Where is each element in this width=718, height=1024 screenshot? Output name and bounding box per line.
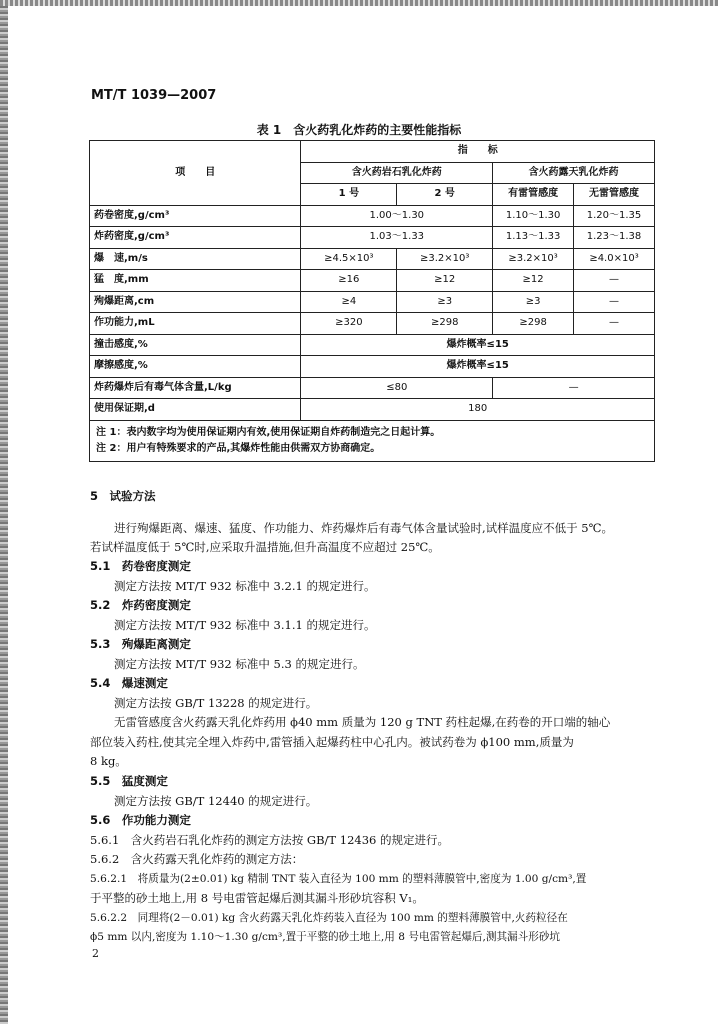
paragraph: 5.6.2.1 将质量为(2±0.01) kg 精制 TNT 装入直径为 100 mm 的塑料薄膜管中,密度为 1.00 g/cm³,置 bbox=[90, 873, 587, 885]
table-row bbox=[90, 334, 655, 356]
section-5-4-title: 5.4 爆速测定 bbox=[90, 676, 168, 690]
paragraph: 5.6.2 含火药露天乳化炸药的测定方法： bbox=[90, 852, 304, 866]
cell: ≥3.2×10³ bbox=[397, 248, 493, 270]
table-notes-row bbox=[90, 420, 655, 461]
header-item: 项 目 bbox=[90, 141, 301, 206]
cell: ≤80 bbox=[301, 377, 493, 399]
header-indicator: 指 标 bbox=[301, 141, 655, 163]
table-row bbox=[90, 270, 655, 292]
row-label: 炸药爆炸后有毒气体含量,L/kg bbox=[90, 377, 301, 399]
note-2: 注 2：用户有特殊要求的产品,其爆炸性能由供需双方协商确定。 bbox=[96, 442, 381, 454]
row-label: 撞击感度,% bbox=[90, 334, 301, 356]
table-row bbox=[90, 291, 655, 313]
row-label: 作功能力,mL bbox=[90, 313, 301, 335]
paragraph: 测定方法按 MT/T 932 标准中 3.1.1 的规定进行。 bbox=[114, 618, 376, 632]
cell: 180 bbox=[301, 399, 655, 421]
header-col3: 有雷管感度 bbox=[493, 184, 574, 206]
standard-code: MT/T 1039—2007 bbox=[91, 88, 217, 103]
cell: ≥320 bbox=[301, 313, 397, 335]
cell: ≥4.5×10³ bbox=[301, 248, 397, 270]
table-title: 表 1 含火药乳化炸药的主要性能指标 bbox=[256, 123, 462, 137]
cell: 1.13～1.33 bbox=[493, 227, 574, 249]
table-notes bbox=[90, 420, 655, 461]
cell: 1.10～1.30 bbox=[493, 205, 574, 227]
section-5-1-title: 5.1 药卷密度测定 bbox=[90, 559, 191, 573]
performance-table bbox=[89, 140, 655, 462]
paragraph: 若试样温度低于 5℃时,应采取升温措施,但升高温度不应超过 25℃。 bbox=[90, 540, 440, 554]
cell: ≥16 bbox=[301, 270, 397, 292]
row-label: 炸药密度,g/cm³ bbox=[90, 227, 301, 249]
header-group-open: 含火药露天乳化炸药 bbox=[493, 162, 655, 184]
paragraph: 8 kg。 bbox=[90, 754, 127, 768]
header-group-rock: 含火药岩石乳化炸药 bbox=[301, 162, 493, 184]
cell: ≥3 bbox=[493, 291, 574, 313]
cell: 1.03～1.33 bbox=[301, 227, 493, 249]
cell: — bbox=[574, 270, 655, 292]
paragraph: 5.6.1 含火药岩石乳化炸药的测定方法按 GB/T 12436 的规定进行。 bbox=[90, 833, 449, 847]
cell: 1.00～1.30 bbox=[301, 205, 493, 227]
row-label: 猛 度,mm bbox=[90, 270, 301, 292]
cell: — bbox=[574, 291, 655, 313]
cell: 爆炸概率≤15 bbox=[301, 334, 655, 356]
paragraph: 5.6.2.2 同理将(2－0.01) kg 含火药露天乳化炸药装入直径为 100 mm 的塑料薄膜管中,火药粒径在 bbox=[90, 912, 568, 924]
page-number: 2 bbox=[92, 947, 99, 960]
paragraph: 测定方法按 GB/T 13228 的规定进行。 bbox=[114, 696, 318, 710]
row-label: 药卷密度,g/cm³ bbox=[90, 205, 301, 227]
table-row bbox=[90, 377, 655, 399]
section-5-2-title: 5.2 炸药密度测定 bbox=[90, 598, 191, 612]
paragraph: 进行殉爆距离、爆速、猛度、作功能力、炸药爆炸后有毒气体含量试验时,试样温度应不低于 5℃。 bbox=[114, 521, 613, 535]
section-5-5-title: 5.5 猛度测定 bbox=[90, 774, 168, 788]
table-row bbox=[90, 399, 655, 421]
cell: ≥298 bbox=[397, 313, 493, 335]
cell: ≥4.0×10³ bbox=[574, 248, 655, 270]
table-row bbox=[90, 205, 655, 227]
cell: ≥12 bbox=[493, 270, 574, 292]
row-label: 使用保证期,d bbox=[90, 399, 301, 421]
cell: — bbox=[574, 313, 655, 335]
cell: 1.23～1.38 bbox=[574, 227, 655, 249]
cell: ≥12 bbox=[397, 270, 493, 292]
cell: ≥298 bbox=[493, 313, 574, 335]
header-col2: 2 号 bbox=[397, 184, 493, 206]
cell: ≥3 bbox=[397, 291, 493, 313]
paragraph: 测定方法按 MT/T 932 标准中 5.3 的规定进行。 bbox=[114, 657, 365, 671]
table-row bbox=[90, 313, 655, 335]
paragraph: 无雷管感度含火药露天乳化炸药用 ϕ40 mm 质量为 120 g TNT 药柱起爆,在药卷的开口端的轴心 bbox=[114, 715, 611, 729]
section-5-6-title: 5.6 作功能力测定 bbox=[90, 813, 191, 827]
paragraph: 于平整的砂土地上,用 8 号电雷管起爆后测其漏斗形砂坑容积 V₁。 bbox=[90, 891, 424, 905]
section-5-3-title: 5.3 殉爆距离测定 bbox=[90, 637, 191, 651]
row-label: 爆 速,m/s bbox=[90, 248, 301, 270]
paragraph: ϕ5 mm 以内,密度为 1.10～1.30 g/cm³,置于平整的砂土地上,用 8 号电雷管起爆后,测其漏斗形砂坑 bbox=[90, 931, 561, 943]
note-1: 注 1：表内数字均为使用保证期内有效,使用保证期自炸药制造完之日起计算。 bbox=[96, 426, 441, 438]
section-5-title: 5 试验方法 bbox=[90, 489, 156, 503]
cell: 1.20～1.35 bbox=[574, 205, 655, 227]
table-row bbox=[90, 356, 655, 378]
paragraph: 测定方法按 MT/T 932 标准中 3.2.1 的规定进行。 bbox=[114, 579, 376, 593]
cell: ≥4 bbox=[301, 291, 397, 313]
cell: — bbox=[493, 377, 655, 399]
row-label: 殉爆距离,cm bbox=[90, 291, 301, 313]
row-label: 摩擦感度,% bbox=[90, 356, 301, 378]
cell: ≥3.2×10³ bbox=[493, 248, 574, 270]
table-row bbox=[90, 248, 655, 270]
header-col1: 1 号 bbox=[301, 184, 397, 206]
header-col4: 无雷管感度 bbox=[574, 184, 655, 206]
paragraph: 部位装入药柱,使其完全埋入炸药中,雷管插入起爆药柱中心孔内。被试药卷为 ϕ100 mm,质量为 bbox=[90, 735, 574, 749]
table-row bbox=[90, 227, 655, 249]
paragraph: 测定方法按 GB/T 12440 的规定进行。 bbox=[114, 794, 318, 808]
cell: 爆炸概率≤15 bbox=[301, 356, 655, 378]
